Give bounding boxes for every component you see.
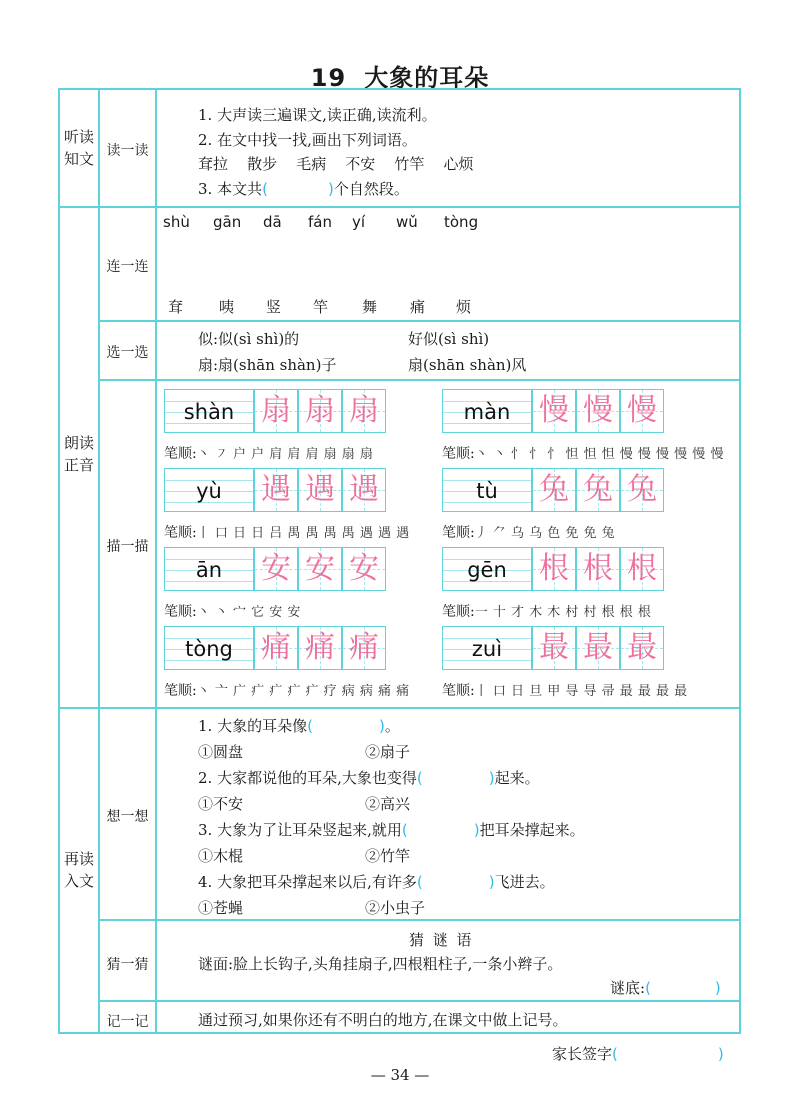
trace-pinyin: tù	[442, 468, 532, 512]
stroke-label: 笔顺:	[164, 683, 197, 699]
riddle-text: 谜面:脸上长钩子,头角挂扇子,四根粗柱子,一条小辫子。	[198, 955, 563, 973]
trace-char: 遇	[261, 472, 291, 507]
word: 耷拉	[198, 155, 229, 173]
option-2[interactable]: ②竹竿	[365, 847, 411, 865]
stroke-order	[442, 443, 724, 463]
answer-blank-close[interactable]: )	[488, 769, 495, 787]
question-suffix: 。	[384, 717, 400, 735]
trace-char: 安	[261, 551, 291, 586]
answer-blank-close[interactable]: )	[488, 873, 495, 891]
char[interactable]: 咦	[219, 298, 235, 316]
q3-suffix: 个自然段。	[333, 180, 409, 198]
trace-char: 慢	[627, 393, 657, 428]
option-2[interactable]: ②扇子	[365, 743, 411, 761]
answer-blank-open[interactable]: (	[307, 717, 313, 735]
stroke-label: 笔顺:	[442, 604, 475, 620]
trace-char-box[interactable]	[532, 626, 576, 670]
pinyin[interactable]: shù	[163, 213, 190, 231]
char[interactable]: 舞	[362, 298, 378, 316]
section-listen: 听读知文	[63, 128, 94, 168]
trace-char-box[interactable]	[620, 547, 664, 591]
trace-char: 扇	[261, 393, 291, 428]
choose-a2[interactable]: 好似(sì shì)	[408, 330, 490, 348]
trace-char-box[interactable]	[532, 389, 576, 433]
divider	[98, 379, 741, 381]
trace-char: 兔	[627, 472, 657, 507]
stroke-sequence: 丶 亠 广 疒 疒 疒 疒 疗 病 病 痛 痛	[196, 684, 410, 699]
option-2[interactable]: ②高兴	[365, 795, 411, 813]
trace-char-box[interactable]	[298, 468, 342, 512]
stroke-sequence: 丶 丶 忄 忄 忄 怛 怛 怛 慢 慢 慢 慢 慢 慢	[474, 447, 724, 462]
trace-char: 痛	[261, 630, 291, 665]
section-reread: 再读入文	[63, 850, 94, 890]
trace-char: 最	[627, 630, 657, 665]
stroke-label: 笔顺:	[164, 446, 197, 462]
stroke-order	[164, 443, 373, 463]
stroke-sequence: 丨 口 日 日 吕 禺 禺 禺 禺 遇 遇 遇	[196, 526, 410, 541]
read-item-2: 2. 在文中找一找,画出下列词语。	[198, 131, 417, 149]
divider	[58, 206, 741, 208]
trace-char: 最	[539, 630, 569, 665]
choose-a1[interactable]: 似:似(sì shì)的	[198, 330, 300, 348]
pinyin[interactable]: tòng	[444, 213, 479, 231]
stroke-sequence: 丶 丶 宀 它 安 安	[196, 605, 301, 620]
option-1[interactable]: ①木棍	[198, 847, 244, 865]
option-1[interactable]: ①不安	[198, 795, 244, 813]
stroke-order	[164, 522, 410, 542]
trace-char-box[interactable]	[532, 468, 576, 512]
answer-blank-open[interactable]: (	[401, 821, 408, 839]
trace-char-box[interactable]	[254, 389, 298, 433]
trace-char-box[interactable]	[342, 547, 386, 591]
stroke-sequence: 丶 ㇇ 户 户 肩 肩 肩 扇 扇 扇	[196, 447, 374, 462]
divider	[58, 707, 741, 709]
choose-b2[interactable]: 扇(shān shàn)风	[408, 356, 527, 374]
char[interactable]: 竖	[266, 298, 282, 316]
label-trace: 描一描	[106, 539, 149, 555]
trace-char-box[interactable]	[254, 547, 298, 591]
divider	[98, 320, 741, 322]
trace-char: 慢	[539, 393, 569, 428]
stroke-sequence: 丿 ⺈ 乌 乌 色 免 免 兔	[474, 526, 616, 541]
trace-char: 根	[539, 551, 569, 586]
read-item-3	[198, 178, 409, 199]
word: 不安	[345, 155, 376, 173]
trace-char: 根	[583, 551, 613, 586]
trace-char-box[interactable]	[342, 626, 386, 670]
trace-pinyin: yù	[164, 468, 254, 512]
answer-blank-close[interactable]: )	[378, 717, 385, 735]
trace-char: 兔	[583, 472, 613, 507]
trace-char: 扇	[305, 393, 335, 428]
char[interactable]: 痛	[410, 298, 426, 316]
question-text: 1. 大象的耳朵像	[198, 717, 308, 735]
trace-char: 安	[305, 551, 335, 586]
trace-char-box[interactable]	[620, 468, 664, 512]
trace-char: 安	[349, 551, 379, 586]
label-read: 读一读	[106, 143, 149, 159]
option-1[interactable]: ①圆盘	[198, 743, 244, 761]
char[interactable]: 耷	[168, 298, 184, 316]
trace-pinyin: màn	[442, 389, 532, 433]
trace-char-box[interactable]	[298, 626, 342, 670]
option-2[interactable]: ②小虫子	[365, 899, 426, 917]
riddle-answer-label: 谜底:	[610, 979, 646, 997]
option-1[interactable]: ①苍蝇	[198, 899, 244, 917]
stroke-label: 笔顺:	[164, 525, 197, 541]
word: 毛病	[296, 155, 327, 173]
pinyin[interactable]: dā	[263, 213, 282, 231]
pinyin[interactable]: fán	[308, 213, 332, 231]
answer-blank-close[interactable]: )	[327, 180, 334, 198]
trace-pinyin: tòng	[164, 626, 254, 670]
trace-pinyin: gēn	[442, 547, 532, 591]
answer-blank-open[interactable]: (	[416, 873, 423, 891]
pinyin[interactable]: gān	[213, 213, 242, 231]
trace-pinyin: zuì	[442, 626, 532, 670]
word: 散步	[247, 155, 278, 173]
trace-char: 兔	[539, 472, 569, 507]
stroke-sequence: 一 十 才 木 木 村 村 根 根 根	[474, 605, 652, 620]
trace-char: 遇	[349, 472, 379, 507]
divider	[155, 88, 157, 1034]
trace-char: 遇	[305, 472, 335, 507]
question-text: 4. 大象把耳朵撑起来以后,有许多	[198, 873, 417, 891]
trace-char-box[interactable]	[342, 389, 386, 433]
word: 心烦	[443, 155, 474, 173]
question-suffix: 起来。	[494, 769, 540, 787]
answer-blank-close[interactable]: )	[717, 1045, 724, 1063]
stroke-order	[164, 680, 410, 700]
stroke-label: 笔顺:	[442, 446, 475, 462]
stroke-order	[164, 601, 301, 621]
parent-signature	[552, 1043, 724, 1064]
trace-char-box[interactable]	[576, 468, 620, 512]
answer-blank-close[interactable]: )	[473, 821, 480, 839]
answer-blank-open[interactable]: (	[262, 180, 268, 198]
trace-char: 痛	[349, 630, 379, 665]
divider	[98, 1000, 741, 1002]
think-question	[198, 819, 585, 840]
trace-char-box[interactable]	[298, 389, 342, 433]
trace-char-box[interactable]	[298, 547, 342, 591]
trace-char-box[interactable]	[254, 468, 298, 512]
answer-blank-open[interactable]: (	[645, 979, 651, 997]
trace-char-box[interactable]	[342, 468, 386, 512]
read-item-1: 1. 大声读三遍课文,读正确,读流利。	[198, 106, 437, 124]
question-text: 2. 大家都说他的耳朵,大象也变得	[198, 769, 417, 787]
label-note: 记一记	[106, 1014, 149, 1030]
stroke-order	[442, 680, 688, 700]
trace-pinyin: shàn	[164, 389, 254, 433]
answer-blank-open[interactable]: (	[612, 1045, 618, 1063]
section-read-aloud: 朗读正音	[63, 434, 94, 474]
stroke-order	[442, 522, 615, 542]
divider	[98, 88, 100, 1034]
trace-char: 最	[583, 630, 613, 665]
trace-char-box[interactable]	[532, 547, 576, 591]
trace-char: 扇	[349, 393, 379, 428]
char[interactable]: 烦	[456, 298, 472, 316]
stroke-sequence: 丨 口 日 旦 甲 㝵 㝵 帚 最 最 最 最	[474, 684, 688, 699]
trace-pinyin: ān	[164, 547, 254, 591]
pinyin[interactable]: yí	[352, 213, 366, 231]
stroke-label: 笔顺:	[164, 604, 197, 620]
label-riddle: 猜一猜	[106, 957, 149, 973]
read-words	[198, 153, 473, 174]
label-think: 想一想	[106, 809, 149, 825]
riddle-heading: 猜 谜 语	[409, 931, 474, 949]
q3-prefix: 3. 本文共	[198, 180, 263, 198]
word: 竹竿	[394, 155, 425, 173]
divider	[98, 919, 741, 921]
parent-signature-label: 家长签字	[552, 1045, 613, 1063]
label-connect: 连一连	[106, 259, 149, 275]
page-number: — 34 —	[370, 1066, 430, 1084]
pinyin[interactable]: wǔ	[396, 213, 418, 231]
trace-char-box[interactable]	[254, 626, 298, 670]
question-suffix: 把耳朵撑起来。	[479, 821, 585, 839]
think-question	[198, 871, 555, 892]
stroke-label: 笔顺:	[442, 525, 475, 541]
question-suffix: 飞进去。	[494, 873, 555, 891]
question-text: 3. 大象为了让耳朵竖起来,就用	[198, 821, 402, 839]
answer-blank-close[interactable]: )	[714, 979, 721, 997]
trace-char-box[interactable]	[576, 547, 620, 591]
riddle-answer	[610, 977, 721, 998]
note-text: 通过预习,如果你还有不明白的地方,在课文中做上记号。	[198, 1011, 568, 1029]
label-choose: 选一选	[106, 345, 149, 361]
stroke-order	[442, 601, 651, 621]
trace-char: 根	[627, 551, 657, 586]
think-question	[198, 767, 540, 788]
char[interactable]: 竿	[313, 298, 329, 316]
lesson-number: 19	[310, 64, 347, 92]
trace-char-box[interactable]	[620, 626, 664, 670]
answer-blank-open[interactable]: (	[416, 769, 423, 787]
trace-char: 慢	[583, 393, 613, 428]
trace-char-box[interactable]	[620, 389, 664, 433]
trace-char: 痛	[305, 630, 335, 665]
trace-char-box[interactable]	[576, 626, 620, 670]
stroke-label: 笔顺:	[442, 683, 475, 699]
choose-b1[interactable]: 扇:扇(shān shàn)子	[198, 356, 337, 374]
lesson-title: 大象的耳朵	[364, 64, 490, 92]
think-question	[198, 715, 400, 736]
trace-char-box[interactable]	[576, 389, 620, 433]
